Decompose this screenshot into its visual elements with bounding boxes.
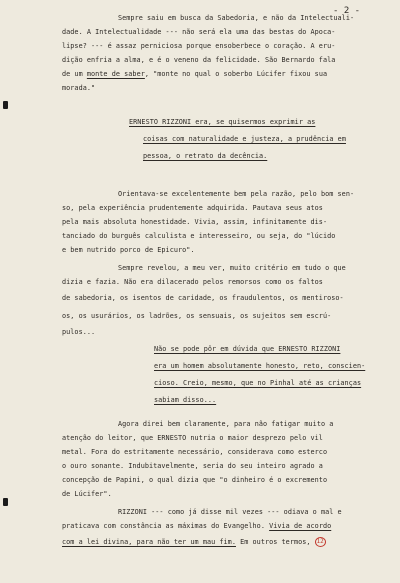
text-line — [154, 344, 340, 354]
text-line — [62, 537, 326, 547]
text-line — [62, 83, 95, 93]
text-line — [62, 311, 331, 321]
text-segment: dição enfria a alma, e é o veneno da felicidade. São Bernardo fala — [62, 56, 336, 64]
text-segment: morada." — [62, 84, 96, 92]
text-segment: pulos... — [62, 328, 96, 336]
text-segment: e bem nutrido porco de Epicuro". — [62, 246, 195, 254]
text-segment: o ouro sonante. Indubitavelmente, seria do seu inteiro agrado a — [62, 462, 323, 470]
text-line — [62, 69, 327, 79]
text-line — [62, 41, 335, 51]
text-line — [62, 475, 327, 485]
text-line — [154, 378, 361, 388]
text-segment: pela mais absoluta honestidade. Vivia, assim, infinitamente dis- — [62, 218, 328, 226]
underlined-text: com a lei divina, para não ter um mau fim. — [62, 538, 236, 546]
text-segment: Sempre saiu em busca da Sabedoria, e não da Intelectuali- — [118, 14, 355, 22]
text-line — [62, 489, 112, 499]
text-line — [62, 521, 331, 531]
text-segment: dade. A Intelectualidade --- não será ela uma das bestas do Apoca- — [62, 28, 336, 36]
text-line — [143, 151, 267, 161]
text-segment: metal. Fora do estritamente necessário, considerava como esterco — [62, 448, 328, 456]
text-line — [118, 419, 333, 429]
text-line — [143, 134, 346, 144]
text-line — [118, 507, 342, 517]
text-line — [62, 231, 335, 241]
underlined-text: monte de saber — [86, 70, 145, 78]
text-line — [62, 217, 327, 227]
text-segment: de sabedoria, os isentos de caridade, os fraudulentos, os mentiroso- — [62, 294, 344, 302]
text-line — [62, 327, 95, 337]
text-segment: Agora direi bem claramente, para não fatigar muito a — [118, 420, 334, 428]
text-segment: atenção do leitor, que ERNESTO nutria o maior desprezo pelo vil — [62, 434, 323, 442]
text-line — [62, 433, 323, 443]
text-segment: RIZZONI --- como já disse mil vezes --- odiava o mal e — [118, 508, 342, 516]
text-segment: praticava com constância as máximas do Evangelho. — [62, 522, 270, 530]
text-segment: , "monte no qual o soberbo Lúcifer fixou sua — [144, 70, 328, 78]
text-line — [154, 395, 216, 405]
underlined-text: coisas com naturalidade e justeza, a prudência em — [143, 135, 346, 143]
circled-page-mark: 12 — [316, 538, 324, 545]
text-line — [62, 461, 323, 471]
text-line — [62, 293, 344, 303]
text-line — [62, 203, 323, 213]
punch-hole-mark — [3, 101, 8, 109]
text-segment: so, pela experiência prudentemente adquirida. Pautava seus atos — [62, 204, 323, 212]
text-segment: Em outros termos, — [235, 538, 315, 546]
text-line — [62, 27, 335, 37]
underlined-text: ERNESTO RIZZONI era, se quisermos exprimir as — [129, 118, 316, 126]
text-line — [154, 361, 365, 371]
punch-hole-mark — [3, 498, 8, 506]
underlined-text: cioso. Creio, mesmo, que no Pinhal até as crianças — [154, 379, 362, 387]
text-segment: Orientava-se excelentemente bem pela razão, pelo bom sen- — [118, 190, 355, 198]
text-segment: concepção de Papini, o qual dizia que "o dinheiro é o excremento — [62, 476, 328, 484]
text-segment: tanciado do burguês calculista e interesseiro, ou seja, do "lúcido — [62, 232, 336, 240]
text-line — [129, 117, 315, 127]
page-number: - 2 - — [333, 6, 361, 16]
text-line — [62, 277, 323, 287]
text-line — [118, 13, 354, 23]
text-segment: de Lúcifer". — [62, 490, 112, 498]
text-line — [62, 55, 335, 65]
text-line — [62, 447, 327, 457]
underlined-text: sabiam disso... — [154, 396, 217, 404]
text-segment: de um — [62, 70, 87, 78]
underlined-text: Vivia de acordo — [269, 522, 332, 530]
text-line — [118, 263, 346, 273]
text-line — [118, 189, 354, 199]
text-line — [62, 245, 195, 255]
text-segment: dizia e fazia. Não era dilacerado pelos remorsos como os faltos — [62, 278, 323, 286]
text-segment: lipse? --- é assaz perniciosa porque ensoberbece o coração. A eru- — [62, 42, 336, 50]
text-segment: Sempre revelou, a meu ver, muito critério em tudo o que — [118, 264, 346, 272]
underlined-text: Não se pode pôr em dúvida que ERNESTO RIZZONI — [154, 345, 341, 353]
underlined-text: pessoa, o retrato da decência. — [143, 152, 268, 160]
underlined-text: era um homem absolutamente honesto, reto, conscien- — [154, 362, 366, 370]
text-segment: os, os usurários, os ladrões, os sensuais, os sujeitos sem escrú- — [62, 312, 332, 320]
